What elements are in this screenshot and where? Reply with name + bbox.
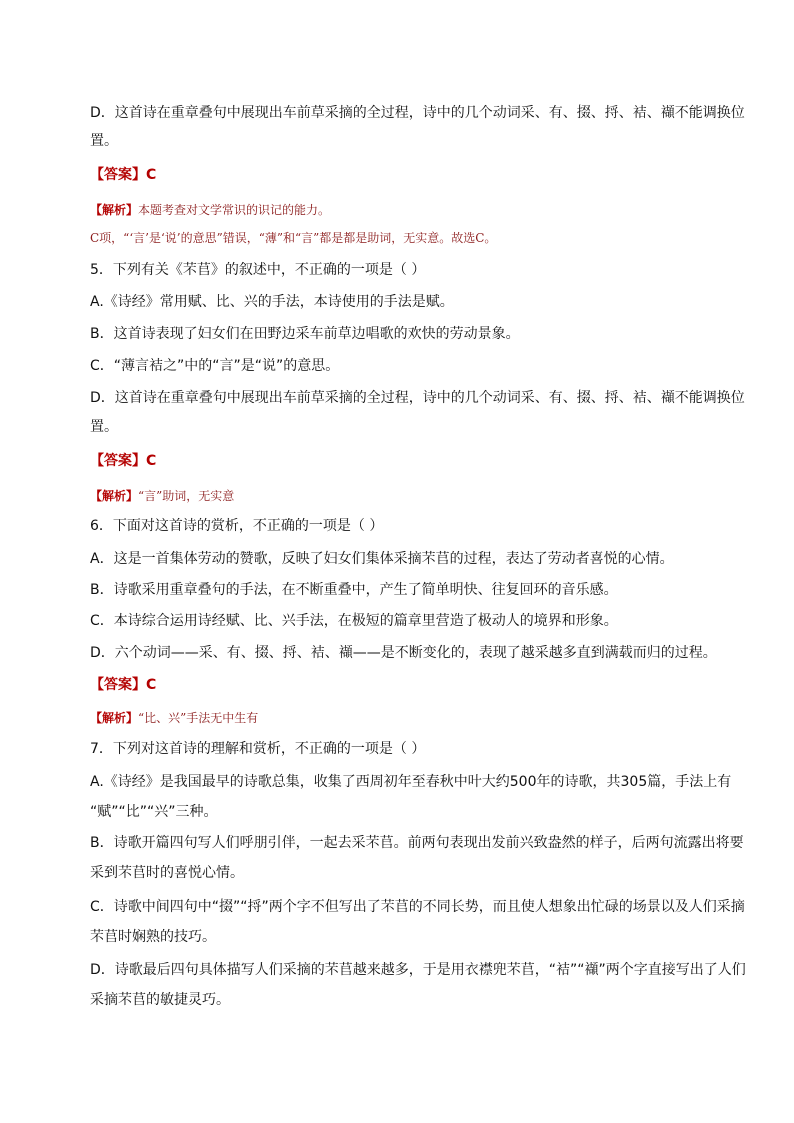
q7-option-a-line1: A.《诗经》是我国最早的诗歌总集，收集了西周初年至春秋中叶大约500年的诗歌，共305篇，手法上有 [90,774,732,790]
analysis-label: 【解析】 [90,489,139,503]
q5-answer [90,451,710,471]
q7-option-d-line1: D．诗歌最后四句具体描写人们采摘的芣苢越来越多，于是用衣襟兜芣苢，“袺”“襭”两个字直接写出了人们 [90,962,746,978]
q7-option-a-line2: “赋”“比”“兴”三种。 [90,804,218,820]
answer-value: C [146,167,157,183]
q6-option-a: A．这是一首集体劳动的赞歌，反映了妇女们集体采摘芣苢的过程，表达了劳动者喜悦的心情。 [90,551,674,567]
answer-label: 【答案】 [90,677,146,693]
analysis-label: 【解析】 [90,203,139,217]
q6-answer [90,675,710,695]
analysis-text: “比、兴”手法无中生有 [138,711,259,725]
analysis-label: 【解析】 [90,711,139,725]
q6-option-c: C．本诗综合运用诗经赋、比、兴手法，在极短的篇章里营造了极动人的境界和形象。 [90,613,618,629]
q4-option-d-line2: 置。 [90,133,118,149]
answer-value: C [146,453,157,469]
analysis-text: “言”助词，无实意 [138,489,235,503]
answer-label: 【答案】 [90,453,146,469]
q7-option-c-line2: 芣苢时娴熟的技巧。 [90,929,216,945]
q5-option-a: A.《诗经》常用赋、比、兴的手法，本诗使用的手法是赋。 [90,294,454,310]
answer-value: C [146,677,157,693]
q5-analysis [90,486,710,506]
q5-option-d-line1: D．这首诗在重章叠句中展现出车前草采摘的全过程，诗中的几个动词采、有、掇、捋、袺、襭不能调换位 [90,390,745,406]
q7-stem: 7．下列对这首诗的理解和赏析，不正确的一项是（ ） [90,741,426,757]
q7-option-b-line2: 采到芣苢时的喜悦心情。 [90,865,244,881]
q5-stem: 5．下列有关《芣苢》的叙述中，不正确的一项是（ ） [90,262,426,278]
q5-option-c: C．“薄言袺之”中的“言”是“说”的意思。 [90,358,340,374]
q4-analysis [90,200,710,220]
q7-option-b-line1: B．诗歌开篇四句写人们呼朋引伴，一起去采芣苢。前两句表现出发前兴致盎然的样子，后两句流露出将要 [90,835,744,851]
q7-option-d-line2: 采摘芣苢的敏捷灵巧。 [90,992,230,1008]
q6-analysis [90,708,710,728]
q4-analysis-extra: C项，“‘言’是‘说’的意思”错误，“薄”和“言”都是都是助词，无实意。故选C。 [90,231,497,245]
analysis-text: 本题考查对文学常识的识记的能力。 [138,203,331,217]
q6-stem: 6．下面对这首诗的赏析，不正确的一项是（ ） [90,518,384,534]
q5-option-d-line2: 置。 [90,419,118,435]
q5-option-b: B．这首诗表现了妇女们在田野边采车前草边唱歌的欢快的劳动景象。 [90,326,520,342]
q4-answer [90,165,710,185]
answer-label: 【答案】 [90,167,146,183]
q6-option-b: B．诗歌采用重章叠句的手法，在不断重叠中，产生了简单明快、往复回环的音乐感。 [90,582,618,598]
q7-option-c-line1: C．诗歌中间四句中“掇”“捋”两个字不但写出了芣苢的不同长势，而且使人想象出忙碌的场景以及人们采摘 [90,899,745,915]
q6-option-d: D．六个动词——采、有、掇、捋、袺、襭——是不断变化的，表现了越采越多直到满载而归的过程。 [90,645,717,661]
q4-option-d-line1: D．这首诗在重章叠句中展现出车前草采摘的全过程，诗中的几个动词采、有、掇、捋、袺、襭不能调换位 [90,105,745,121]
